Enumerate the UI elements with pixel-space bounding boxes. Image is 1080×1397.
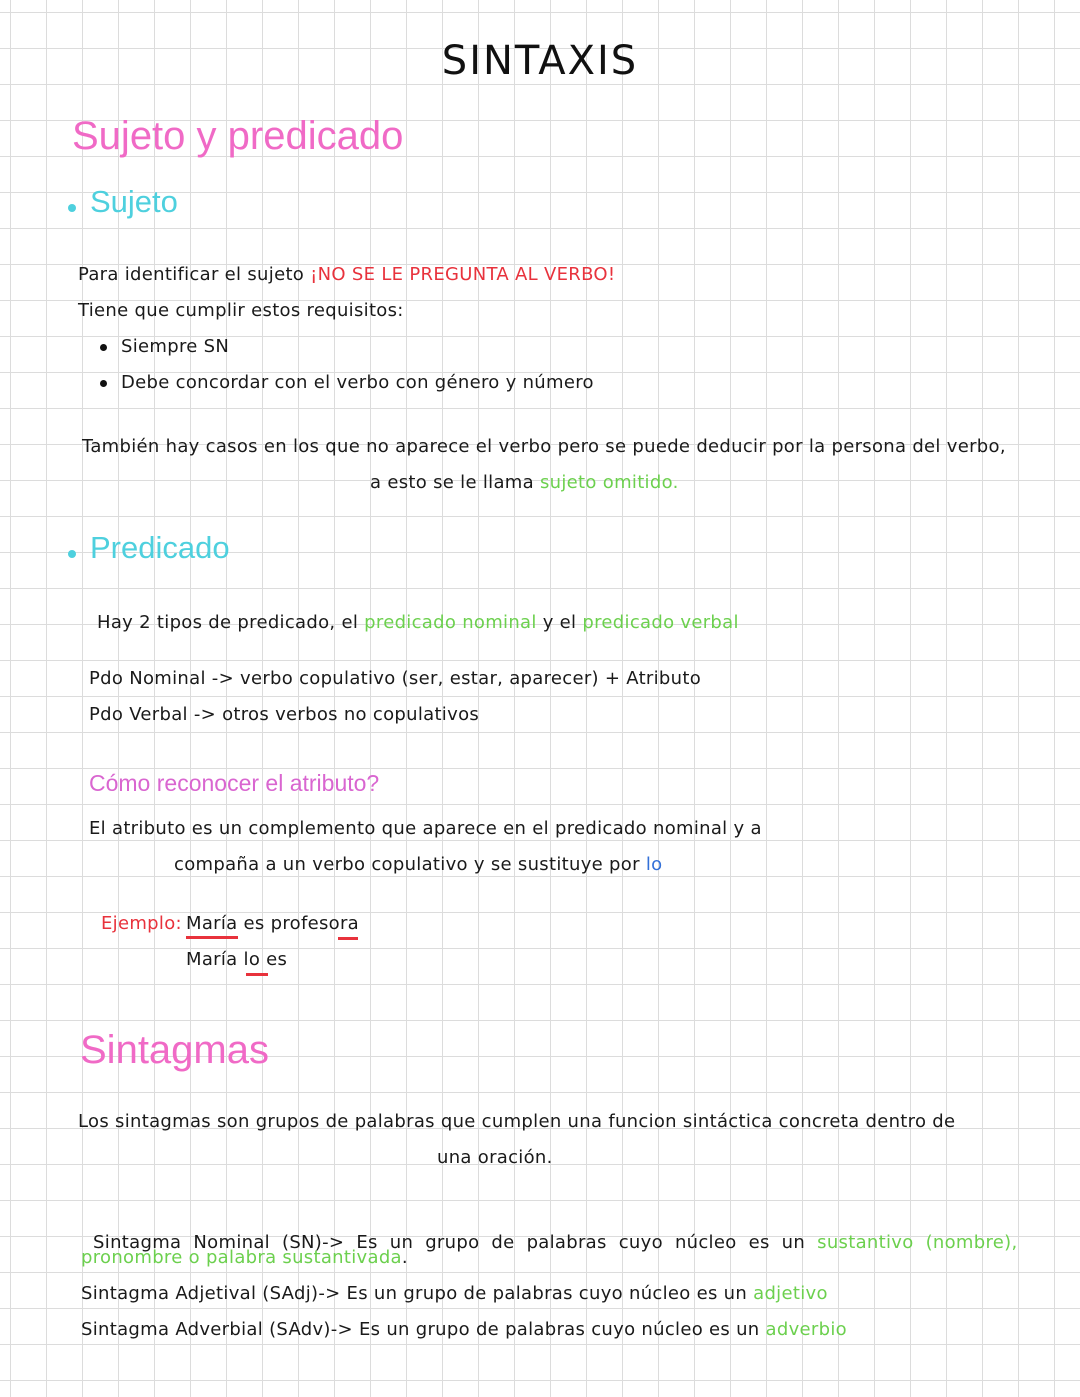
atributo-line-1: El atributo es un complemento que aparece en el predicado nominal y a [89,818,762,839]
atributo-line-2 [174,854,662,875]
predicado-types-text: Hay 2 tipos de predicado, el [97,612,365,633]
list-item [100,336,229,357]
atributo-line-2-text: compaña a un verbo copulativo y se sustituye por [174,854,646,875]
sujeto-omitido-term: sujeto omitido. [540,472,679,493]
subheading-atributo: Cómo reconocer el atributo? [89,770,380,796]
sintagmas-intro-1: Los sintagmas son grupos de palabras que cumplen una funcion sintáctica concreta dentro de [78,1111,956,1132]
subheading-sujeto: Sujeto [90,184,178,219]
ejemplo-line-2 [186,949,287,970]
bullet-dot-icon [100,380,107,387]
sintagma-adverbial-text: Sintagma Adverbial (SAdv)-> Es un grupo de palabras cuyo núcleo es un [81,1319,766,1340]
sintagma-adjetival-text: Sintagma Adjetival (SAdj)-> Es un grupo de palabras cuyo núcleo es un [81,1283,754,1304]
bullet-dot-icon [68,204,76,212]
page-title: SINTAXIS [441,38,639,84]
sintagma-nominal-term-2: pronombre o palabra sustantivada [81,1247,402,1268]
ejemplo-verbo: es profesor [237,913,348,934]
sintagma-nominal-text: Sintagma Nominal (SN)-> Es un grupo de palabras cuyo núcleo es un [93,1232,818,1253]
sujeto-line-1 [78,264,615,285]
section-heading-sintagmas: Sintagmas [80,1028,269,1072]
sintagma-adjetival [81,1283,828,1304]
ejemplo-label: Ejemplo: [101,913,182,934]
subheading-sujeto-row [68,184,178,220]
bullet-dot-icon [100,344,107,351]
predicado-verbal-def: Pdo Verbal -> otros verbos no copulativos [89,704,480,725]
predicado-types [97,612,739,633]
sujeto-omitido-text: a esto se le llama [370,472,540,493]
subheading-predicado: Predicado [90,530,230,565]
atributo-lo: lo [645,854,663,875]
section-heading-sujeto-predicado: Sujeto y predicado [72,114,404,158]
sujeto-line-2: Tiene que cumplir estos requisitos: [78,300,404,321]
sujeto-omitido-line-1: También hay casos en los que no aparece el verbo pero se puede deducir por la persona del verbo, [82,436,1006,457]
list-item [100,372,594,393]
sujeto-omitido-line-2 [370,472,679,493]
list-item-text: Debe concordar con el verbo con género y número [121,372,594,393]
ejemplo-2-sujeto: María [186,949,244,970]
predicado-types-connector: y el [536,612,583,633]
sintagma-adverbial [81,1319,847,1340]
bullet-dot-icon [68,550,76,558]
sintagma-adverbial-term: adverbio [765,1319,847,1340]
sintagma-nominal-line-2 [81,1247,408,1268]
subheading-predicado-row [68,530,230,566]
ejemplo-2-verbo: es [260,949,288,970]
ejemplo-lo-mark [246,973,268,976]
sintagma-nominal-term: sustantivo (nombre), [817,1232,1018,1253]
predicado-nominal-def: Pdo Nominal -> verbo copulativo (ser, estar, aparecer) + Atributo [89,668,702,689]
ejemplo-sujeto: María [186,913,238,939]
predicado-verbal-term: predicado verbal [582,612,739,633]
ejemplo-2-lo: lo [243,949,261,970]
sujeto-line-1-text: Para identificar el sujeto [78,264,311,285]
ejemplo-atributo-end: a [347,913,359,934]
sujeto-warning: ¡NO SE LE PREGUNTA AL VERBO! [310,264,616,285]
sintagma-nominal-period: . [401,1247,408,1268]
sintagmas-intro-2: una oración. [437,1147,553,1168]
list-item-text: Siempre SN [121,336,230,357]
ejemplo-atributo-mark [338,937,358,940]
ejemplo-line-1 [186,913,359,934]
sintagma-adjetival-term: adjetivo [753,1283,828,1304]
predicado-nominal-term: predicado nominal [364,612,537,633]
